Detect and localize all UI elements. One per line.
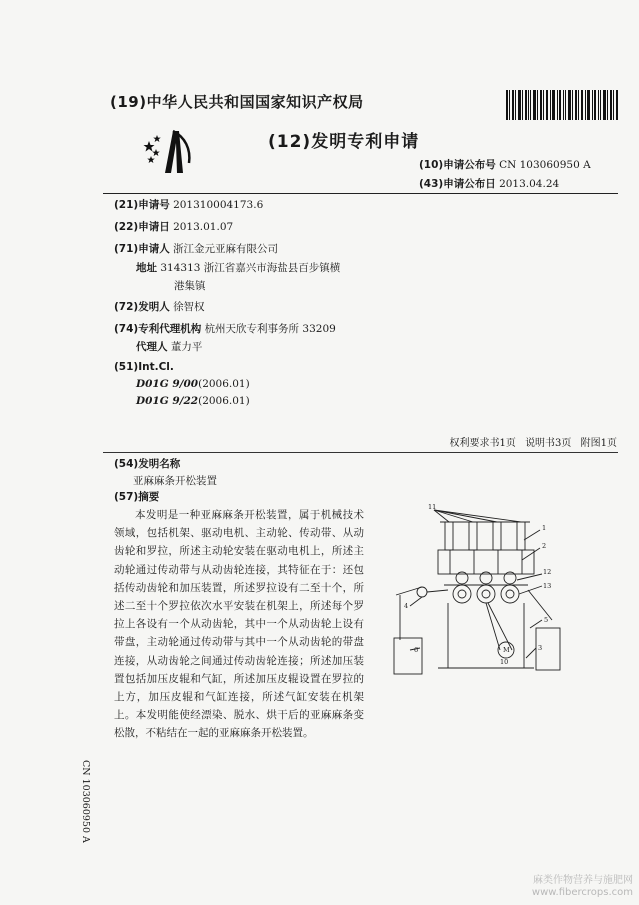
- drawing-label-10: 10: [500, 658, 509, 666]
- drawings-page-count: 附图1页: [580, 438, 617, 449]
- page-counts: [444, 434, 618, 449]
- filing-date-label: (22)申请日: [114, 221, 170, 233]
- issuing-office: (19)中华人民共和国国家知识产权局: [110, 93, 364, 111]
- inventor-label: (72)发明人: [114, 301, 170, 313]
- barcode-image: [506, 90, 618, 120]
- drawing-label-6: 6: [414, 646, 419, 654]
- publication-date: 2013.04.24: [499, 178, 560, 190]
- inventor-row: [114, 299, 205, 314]
- address-line-1: 314313 浙江省嘉兴市海盐县百步镇横: [160, 262, 341, 274]
- publication-date-row: [419, 176, 559, 191]
- abstract-label-row: [114, 489, 159, 504]
- apparatus-drawing: [392, 500, 562, 680]
- ipc-row-2: [136, 395, 250, 407]
- section-divider: [103, 452, 618, 453]
- site-watermark: [532, 875, 633, 899]
- ipc-version-2: (2006.01): [198, 395, 250, 407]
- drawing-label-5: 5: [544, 616, 549, 624]
- agency-name: 杭州天欣专利事务所 33209: [204, 323, 336, 335]
- publication-number-row: [419, 157, 591, 172]
- cnipa-emblem-icon: [143, 129, 193, 175]
- agent-row: [136, 339, 202, 354]
- address-line-2: 港集镇: [174, 280, 206, 292]
- drawing-label-3: 3: [538, 644, 543, 652]
- int-cl-row: [114, 361, 174, 373]
- int-cl-label: (51)Int.Cl.: [114, 361, 174, 373]
- address-row: [136, 260, 340, 275]
- invention-title-label: (54)发明名称: [114, 458, 181, 470]
- invention-title-row: [133, 473, 217, 488]
- applicant-row: [114, 241, 278, 256]
- drawing-label-2: 2: [542, 542, 547, 550]
- drawing-label-13: 13: [543, 582, 552, 590]
- drawing-label-12: 12: [543, 568, 552, 576]
- header-divider: [103, 193, 618, 194]
- watermark-line-2: www.fibercrops.com: [531, 887, 633, 898]
- publication-number: CN 103060950 A: [499, 159, 591, 171]
- description-page-count: 说明书3页: [525, 438, 572, 449]
- abstract-text: 本发明是一种亚麻麻条开松装置，属于机械技术领域，包括机架、驱动电机、主动轮、传动带、从动齿轮和罗拉，所述主动轮安装在驱动电机上，所述主动轮通过传动带与从动齿轮连接，其特征在于：还包括传动齿轮和加压装置，所述罗拉设有二至十个，所述二至十个罗拉依次水平安装在机架上，所述每个罗拉上各设有一个从动齿轮，其中一个从动齿轮上设有带盘，主动轮通过传动带与其中一个从动齿轮的带盘连接，从动齿轮之间通过传动齿轮连接；所述加压装置包括加压皮辊和气缸，所述加压皮辊设置在罗拉的上方，加压皮辊和气缸连接，所述气缸安装在机架上。本发明能使经漂染、脱水、烘干后的亚麻麻条变松散，不粘结在一起的亚麻麻条开松装置。: [114, 509, 364, 740]
- applicant-label: (71)申请人: [114, 243, 170, 255]
- ipc-version-1: (2006.01): [198, 378, 250, 390]
- inventor-name: 徐智权: [173, 301, 205, 313]
- filing-date-row: [114, 219, 233, 234]
- invention-title: 亚麻麻条开松装置: [133, 475, 217, 487]
- application-number-row: [114, 197, 263, 212]
- publication-number-label: (10)申请公布号: [419, 159, 496, 171]
- agency-label: (74)专利代理机构: [114, 323, 202, 335]
- agent-name: 董力平: [170, 341, 203, 353]
- drawing-label-M: M: [503, 646, 510, 654]
- agent-label: 代理人: [136, 341, 168, 353]
- ipc-row-1: [136, 378, 250, 390]
- application-number: 201310004173.6: [173, 199, 264, 211]
- abstract-label: (57)摘要: [114, 491, 160, 503]
- applicant-name: 浙江金元亚麻有限公司: [173, 243, 279, 255]
- agency-row: [114, 321, 336, 336]
- address-label: 地址: [136, 262, 157, 274]
- watermark-line-1: 麻类作物营养与施肥网: [533, 875, 633, 886]
- document-type-title: (12)发明专利申请: [268, 132, 420, 152]
- drawing-label-1: 1: [542, 524, 547, 532]
- drawing-label-11: 11: [428, 503, 437, 511]
- invention-title-label-row: [114, 456, 180, 471]
- application-number-label: (21)申请号: [114, 199, 170, 211]
- claims-page-count: 权利要求书1页: [449, 438, 516, 449]
- publication-date-label: (43)申请公布日: [419, 178, 496, 190]
- ipc-code-2: D01G 9/22: [136, 395, 199, 407]
- ipc-code-1: D01G 9/00: [136, 378, 199, 390]
- address-line-2-row: [174, 278, 206, 293]
- vertical-publication-number: CN 103060950 A: [80, 760, 91, 843]
- filing-date: 2013.01.07: [173, 221, 234, 233]
- drawing-label-4: 4: [404, 602, 409, 610]
